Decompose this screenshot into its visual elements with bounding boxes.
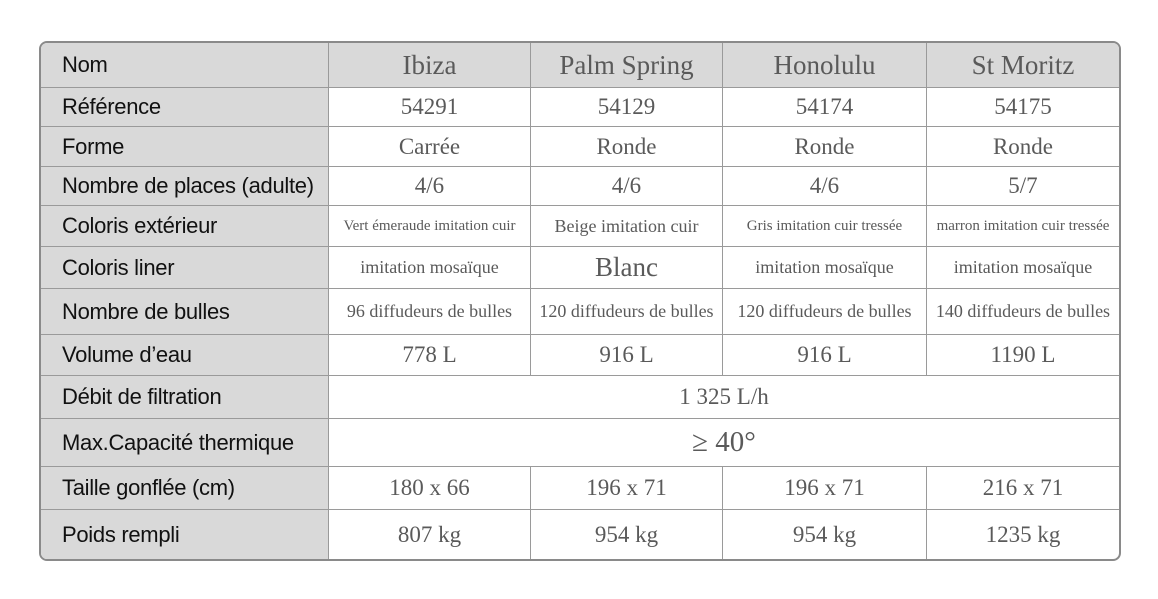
row-volume	[41, 335, 1119, 376]
cell-value: 916 L	[723, 335, 927, 376]
cell-value: imitation mosaïque	[927, 247, 1119, 289]
cell-value: 5/7	[927, 167, 1119, 206]
cell-value: 120 diffudeurs de bulles	[723, 289, 927, 335]
row-label: Coloris liner	[41, 247, 329, 289]
cell-value: 140 diffudeurs de bulles	[927, 289, 1119, 335]
model-name: St Moritz	[927, 43, 1119, 88]
row-coloris-exterieur	[41, 206, 1119, 247]
cell-value: Ronde	[927, 127, 1119, 167]
spec-table	[39, 41, 1121, 561]
cell-value: ≥ 40°	[329, 419, 1119, 467]
cell-value: 4/6	[329, 167, 531, 206]
row-poids	[41, 510, 1119, 559]
cell-value: 778 L	[329, 335, 531, 376]
cell-value: imitation mosaïque	[329, 247, 531, 289]
cell-value: Blanc	[531, 247, 723, 289]
row-forme	[41, 127, 1119, 167]
cell-value: 1 325 L/h	[329, 376, 1119, 419]
cell-value: 54175	[927, 88, 1119, 127]
row-label: Nombre de bulles	[41, 289, 329, 335]
cell-value: 916 L	[531, 335, 723, 376]
cell-value: 954 kg	[531, 510, 723, 559]
row-debit	[41, 376, 1119, 419]
row-label: Poids rempli	[41, 510, 329, 559]
header-row	[41, 43, 1119, 88]
cell-value: marron imitation cuir tressée	[927, 206, 1119, 247]
cell-value: 196 x 71	[531, 467, 723, 510]
row-bulles	[41, 289, 1119, 335]
row-taille	[41, 467, 1119, 510]
header-label: Nom	[41, 43, 329, 88]
row-label: Référence	[41, 88, 329, 127]
row-capacite	[41, 419, 1119, 467]
cell-value: Carrée	[329, 127, 531, 167]
cell-value: Ronde	[531, 127, 723, 167]
row-label: Débit de filtration	[41, 376, 329, 419]
row-label: Coloris extérieur	[41, 206, 329, 247]
cell-value: 120 diffudeurs de bulles	[531, 289, 723, 335]
cell-value: 1190 L	[927, 335, 1119, 376]
row-places	[41, 167, 1119, 206]
row-reference	[41, 88, 1119, 127]
cell-value: 54291	[329, 88, 531, 127]
row-label: Volume d’eau	[41, 335, 329, 376]
cell-value: 54174	[723, 88, 927, 127]
cell-value: Beige imitation cuir	[531, 206, 723, 247]
cell-value: 96 diffudeurs de bulles	[329, 289, 531, 335]
cell-value: 4/6	[531, 167, 723, 206]
cell-value: 54129	[531, 88, 723, 127]
cell-value: 1235 kg	[985, 521, 1061, 547]
model-name: Honolulu	[723, 43, 927, 88]
cell-value: 807 kg	[329, 510, 531, 559]
model-name: Palm Spring	[531, 43, 723, 88]
row-label: Nombre de places (adulte)	[41, 167, 329, 206]
cell-value: 216 x 71	[927, 467, 1119, 510]
cell-value: Ronde	[723, 127, 927, 167]
cell-value: 4/6	[723, 167, 927, 206]
cell-value: Vert émeraude imitation cuir	[329, 206, 531, 247]
row-coloris-liner	[41, 247, 1119, 289]
row-label: Taille gonflée (cm)	[41, 467, 329, 510]
row-label: Forme	[41, 127, 329, 167]
cell-value: Gris imitation cuir tressée	[723, 206, 927, 247]
cell-value: imitation mosaïque	[723, 247, 927, 289]
model-name: Ibiza	[329, 43, 531, 88]
cell-value: 196 x 71	[723, 467, 927, 510]
cell-value: 180 x 66	[329, 467, 531, 510]
cell-value: 954 kg	[723, 510, 927, 559]
row-label: Max.Capacité thermique	[41, 419, 329, 467]
